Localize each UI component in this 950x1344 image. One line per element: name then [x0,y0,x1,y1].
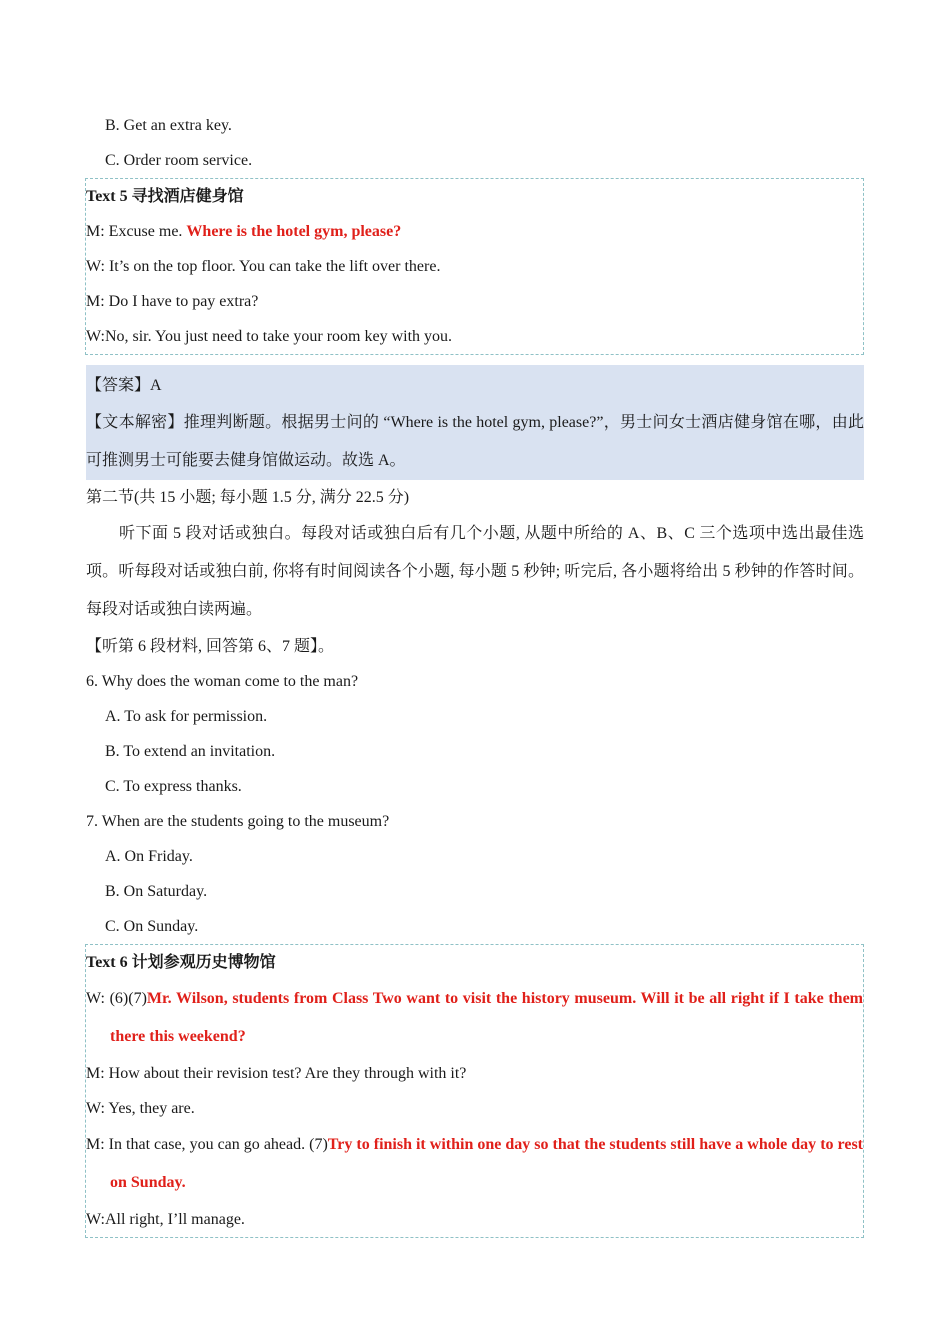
text6-key-sentence-1: Mr. Wilson, students from Class Two want to visit the history museum. Will it be all right if I take them there this weekend? [110,990,864,1045]
text5-line-1-prefix: M: Excuse me. [86,223,187,240]
text6-transcript-box [85,944,864,1238]
answer5-answer: 【答案】A [86,377,162,394]
text6-line-4-prefix: M: In that case, you can go ahead. (7) [86,1136,328,1153]
q5-option-b: B. Get an extra key. [105,117,232,134]
answer5-block [86,365,864,480]
text5-transcript-box [85,178,864,355]
text5-line-4: W:No, sir. You just need to take your room key with you. [86,328,453,345]
text6-title: Text 6 计划参观历史博物馆 [86,954,276,971]
text6-line-1 [86,980,863,1056]
text6-line-3: W: Yes, they are. [86,1100,195,1117]
q7-option-c: C. On Sunday. [105,918,199,935]
text6-line-2: M: How about their revision test? Are they through with it? [86,1065,467,1082]
text5-key-sentence: Where is the hotel gym, please? [186,223,402,240]
text6-line-1-prefix: W: (6)(7) [86,990,147,1007]
q6-option-a: A. To ask for permission. [105,708,268,725]
q6-option-b: B. To extend an invitation. [105,743,276,760]
material-note: 【听第 6 段材料, 回答第 6、7 题】。 [86,638,335,655]
text5-line-3: M: Do I have to pay extra? [86,293,259,310]
answer5-explanation: 【文本解密】推理判断题。根据男士问的 “Where is the hotel gym, please?”，男士问女士酒店健身馆在哪，由此可推测男士可能要去健身馆做运动。故选 A。 [86,414,864,469]
text6-key-sentence-2: Try to finish it within one day so that the students still have a whole day to rest on Sunday. [110,1136,864,1191]
q7-option-b: B. On Saturday. [105,883,208,900]
text6-line-5: W:All right, I’ll manage. [86,1211,245,1228]
q6-question: 6. Why does the woman come to the man? [86,673,359,690]
q7-question: 7. When are the students going to the museum? [86,813,390,830]
text5-line-2: W: It’s on the top floor. You can take the lift over there. [86,258,441,275]
q5-option-c: C. Order room service. [105,152,253,169]
document-content [86,108,864,1238]
text6-line-4 [86,1126,863,1202]
text5-title: Text 5 寻找酒店健身馆 [86,188,244,205]
section2-heading: 第二节(共 15 小题; 每小题 1.5 分, 满分 22.5 分) [86,489,410,506]
q6-option-c: C. To express thanks. [105,778,242,795]
section2-instructions: 听下面 5 段对话或独白。每段对话或独白后有几个小题, 从题中所给的 A、B、C 三个选项中选出最佳选项。听每段对话或独白前, 你将有时间阅读各个小题, 每小题 5 秒钟; 听完后, 各小题将给出 5 秒钟的作答时间。每段对话或独白读两遍。 [86,525,864,618]
text5-line-1 [86,214,863,249]
q7-option-a: A. On Friday. [105,848,193,865]
